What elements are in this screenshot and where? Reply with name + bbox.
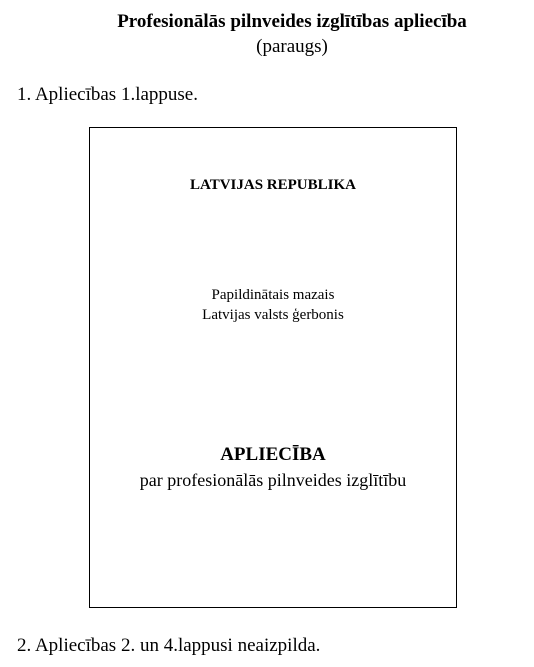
- certificate-republic-title: LATVIJAS REPUBLIKA: [189, 177, 356, 193]
- section-2-note: 2. Apliecības 2. un 4.lappusi neaizpilda.: [17, 635, 321, 656]
- document-title: Profesionālās pilnveides izglītības apliecība: [117, 11, 467, 32]
- certificate-heading: APLIECĪBA: [220, 444, 326, 465]
- coat-of-arms-placeholder: [90, 285, 456, 325]
- section-1-heading: 1. Apliecības 1.lappuse.: [17, 84, 198, 105]
- certificate-subheading: par profesionālās pilnveides izglītību: [139, 470, 407, 490]
- coat-of-arms-line-2: Latvijas valsts ģerbonis: [202, 307, 344, 323]
- coat-of-arms-line-1: Papildinātais mazais: [211, 287, 335, 303]
- certificate-page-frame: [89, 127, 457, 608]
- document-subtitle: (paraugs): [256, 36, 328, 57]
